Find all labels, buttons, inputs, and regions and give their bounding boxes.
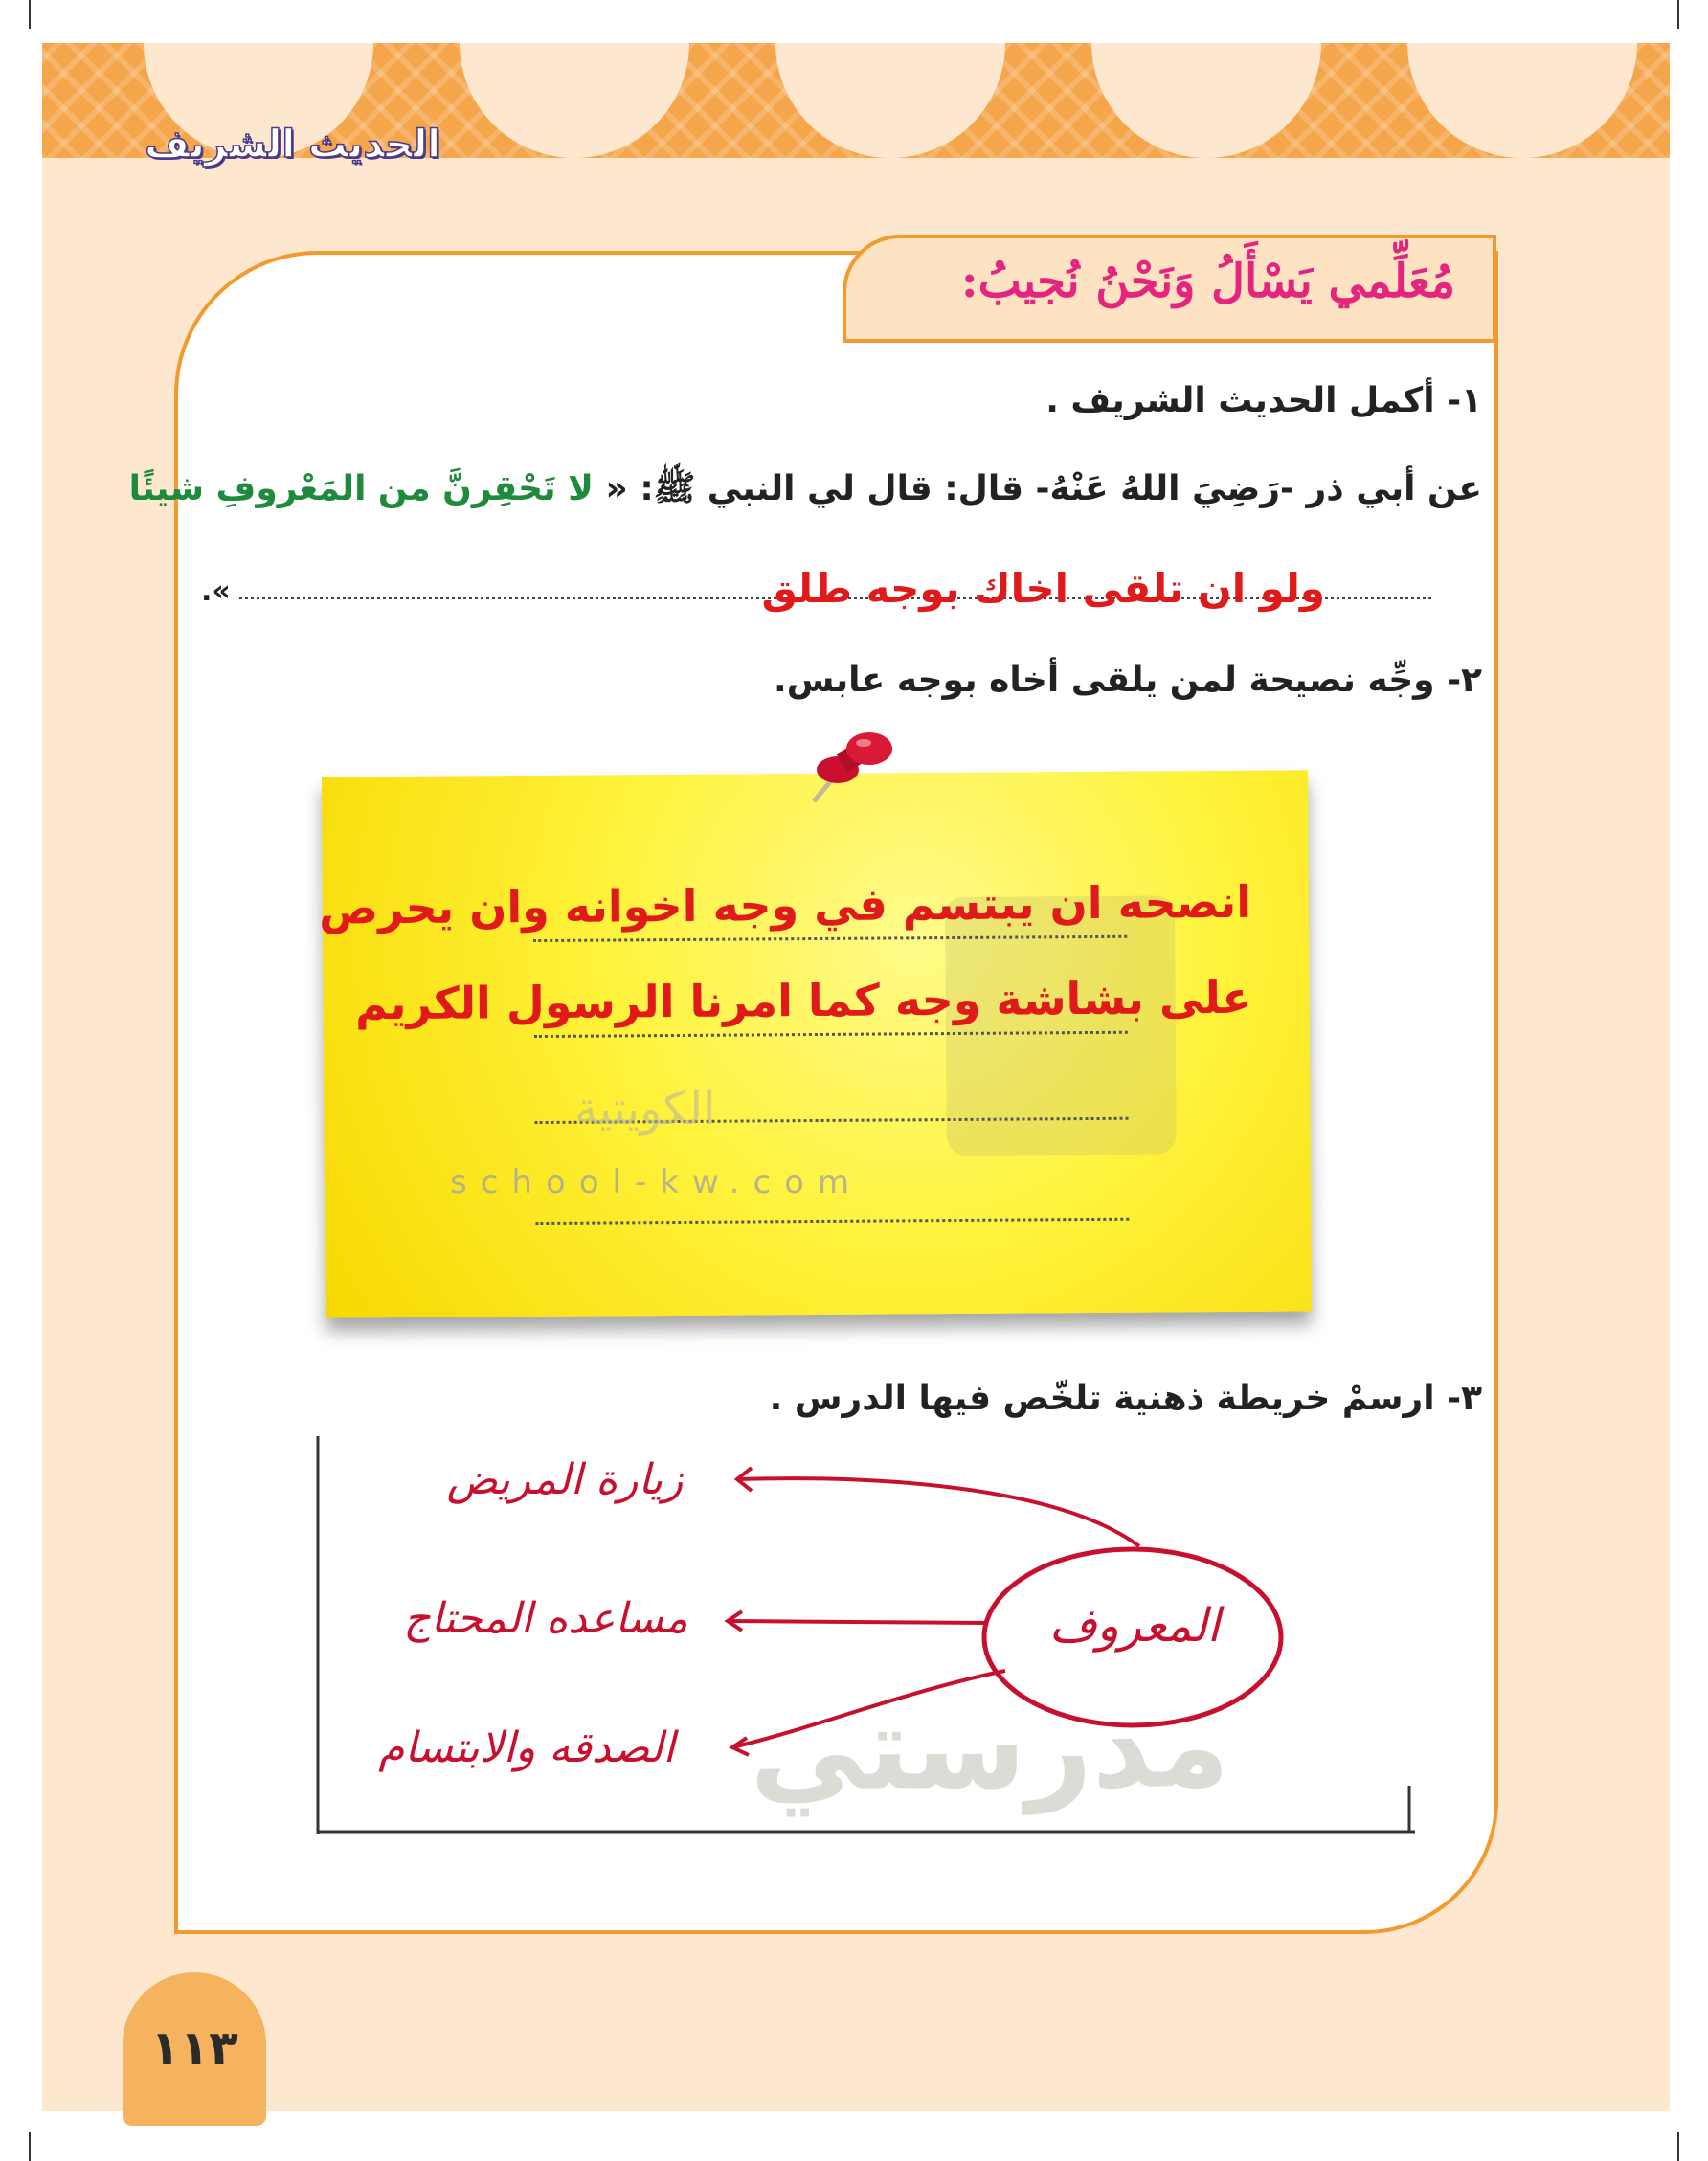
note-dotted-line (535, 1217, 1129, 1225)
watermark-url: school-kw.com (450, 1163, 864, 1202)
crop-mark (29, 2132, 31, 2161)
pushpin-icon (795, 730, 900, 806)
q2-answer-line-2: على بشاشة وجه كما امرنا الرسول الكريم (354, 971, 1252, 1030)
hadith-quote: لا تَحْقِرنَّ من المَعْروفِ شيئًا (128, 469, 594, 508)
watermark-subtitle: الكويتية (574, 1082, 716, 1136)
hadith-line (129, 467, 1482, 517)
hadith-intro: عن أبي ذر -رَضِيَ اللهُ عَنْهُ- قال: قال لي النبي ﷺ: « (605, 469, 1482, 508)
q2-answer-line-1: انصحه ان يبتسم في وجه اخوانه وان يحرص (319, 875, 1252, 934)
question-2: ٢- وجِّه نصيحة لمن يلقى أخاه بوجه عابس. (774, 661, 1482, 700)
mind-map-branch: الصدقه والابتسام (378, 1723, 675, 1772)
page-number: ١١٣ (150, 2020, 238, 2076)
crop-mark (1677, 0, 1679, 29)
section-title: الحديث الشريف (145, 123, 440, 167)
mind-map (316, 1431, 1417, 1834)
mind-map-branch: زيارة المريض (446, 1455, 684, 1504)
crop-mark (1677, 2132, 1679, 2161)
hadith-closing: ». (201, 574, 231, 608)
watermark-logo-text: مدرستي (749, 1680, 1230, 1817)
section-heading: مُعَلِّمي يَسْأَلُ وَنَحْنُ نُجيبُ: (960, 255, 1455, 308)
crop-mark (29, 0, 31, 29)
question-3: ٣- ارسمْ خريطة ذهنية تلخّص فيها الدرس . (769, 1379, 1482, 1418)
mind-map-center: المعروف (1048, 1599, 1221, 1653)
q1-answer: ولو ان تلقى اخاك بوجه طلق (761, 565, 1325, 612)
question-1: ١- أكمل الحديث الشريف . (1045, 381, 1482, 420)
mind-map-branch: مساعده المحتاج (403, 1594, 688, 1643)
